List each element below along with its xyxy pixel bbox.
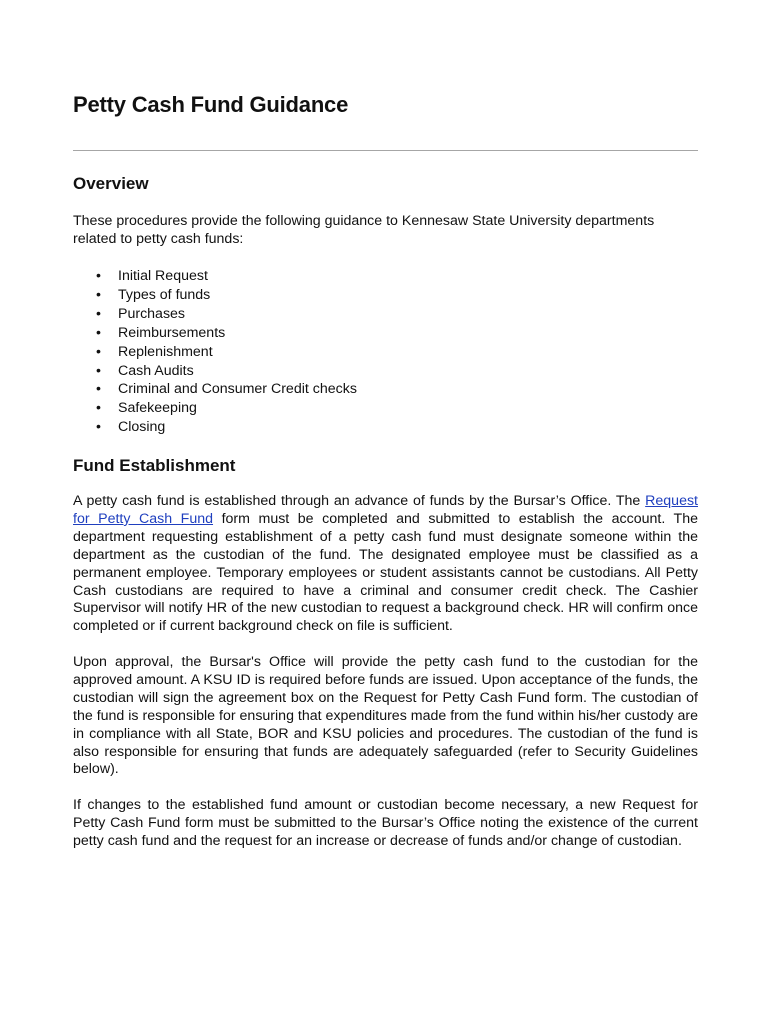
- list-item-label: Types of funds: [118, 286, 211, 303]
- list-item-label: Criminal and Consumer Credit checks: [118, 381, 357, 398]
- paragraph-text: form must be completed and submitted to establish the account. The department requesting establishment of a petty cash fund must designate someone within the department as the custodian of the fund. The designated employee must be classified as a permanent employee. Temporary employees or student assistants cannot be custodians. All Petty Cash custodians are required to have a criminal and consumer credit check. The Cashier Supervisor will notify HR of the new custodian to request a background check. HR will confirm once completed or if current background check on file is sufficient.: [73, 510, 699, 635]
- bullet-icon: •: [96, 362, 101, 379]
- list-item-label: Closing: [118, 419, 166, 436]
- list-item: [73, 418, 357, 437]
- bullet-icon: •: [96, 419, 101, 436]
- request-for-petty-cash-fund-link[interactable]: Request for Petty Cash Fund: [73, 493, 698, 527]
- overview-heading: Overview: [73, 174, 149, 193]
- list-item: [73, 267, 357, 286]
- fund-establishment-paragraph-2: Upon approval, the Bursar's Office will provide the petty cash fund to the custodian for the approved amount. A KSU ID is required before funds are issued. Upon acceptance of the funds, the custodian will sign the agreement box on the Request for Petty Cash Fund form. The custodian of the fund is responsible for ensuring that expenditures made from the fund within his/her custody are in compliance with all State, BOR and KSU policies and procedures. The custodian of the fund is also responsible for ensuring that funds are adequately safeguarded (refer to Security Guidelines below).: [73, 654, 698, 778]
- bullet-icon: •: [96, 305, 101, 322]
- bullet-icon: •: [96, 286, 101, 303]
- bullet-icon: •: [96, 268, 101, 284]
- list-item: [73, 343, 357, 362]
- fund-establishment-paragraph-1: [73, 493, 698, 636]
- list-item: [73, 399, 357, 418]
- list-item-label: Cash Audits: [118, 362, 194, 379]
- overview-intro-paragraph: These procedures provide the following guidance to Kennesaw State University departments related to petty cash funds:: [73, 213, 655, 247]
- list-item: [73, 380, 357, 399]
- list-item-label: Purchases: [118, 305, 186, 322]
- bullet-icon: •: [96, 343, 101, 360]
- list-item-label: Safekeeping: [118, 400, 197, 417]
- fund-establishment-paragraph-3: If changes to the established fund amount or custodian become necessary, a new Request for Petty Cash Fund form must be submitted to the Bursar’s Office noting the existence of the current petty cash fund and the request for an increase or decrease of funds and/or change of custodian.: [73, 797, 698, 849]
- list-item-label: Initial Request: [118, 268, 208, 284]
- title-divider: [73, 150, 698, 151]
- topic-list: [73, 267, 357, 437]
- list-item: [73, 286, 357, 305]
- bullet-icon: •: [96, 381, 101, 398]
- list-item: [73, 324, 357, 343]
- list-item-label: Replenishment: [118, 343, 213, 360]
- document-title: Petty Cash Fund Guidance: [73, 92, 349, 117]
- paragraph-text: A petty cash fund is established through an advance of funds by the Bursar’s Office. The: [73, 493, 646, 509]
- list-item: [73, 362, 357, 381]
- list-item: [73, 305, 357, 324]
- list-item-label: Reimbursements: [118, 324, 226, 341]
- bullet-icon: •: [96, 324, 101, 341]
- fund-establishment-heading: Fund Establishment: [73, 456, 236, 475]
- bullet-icon: •: [96, 400, 101, 417]
